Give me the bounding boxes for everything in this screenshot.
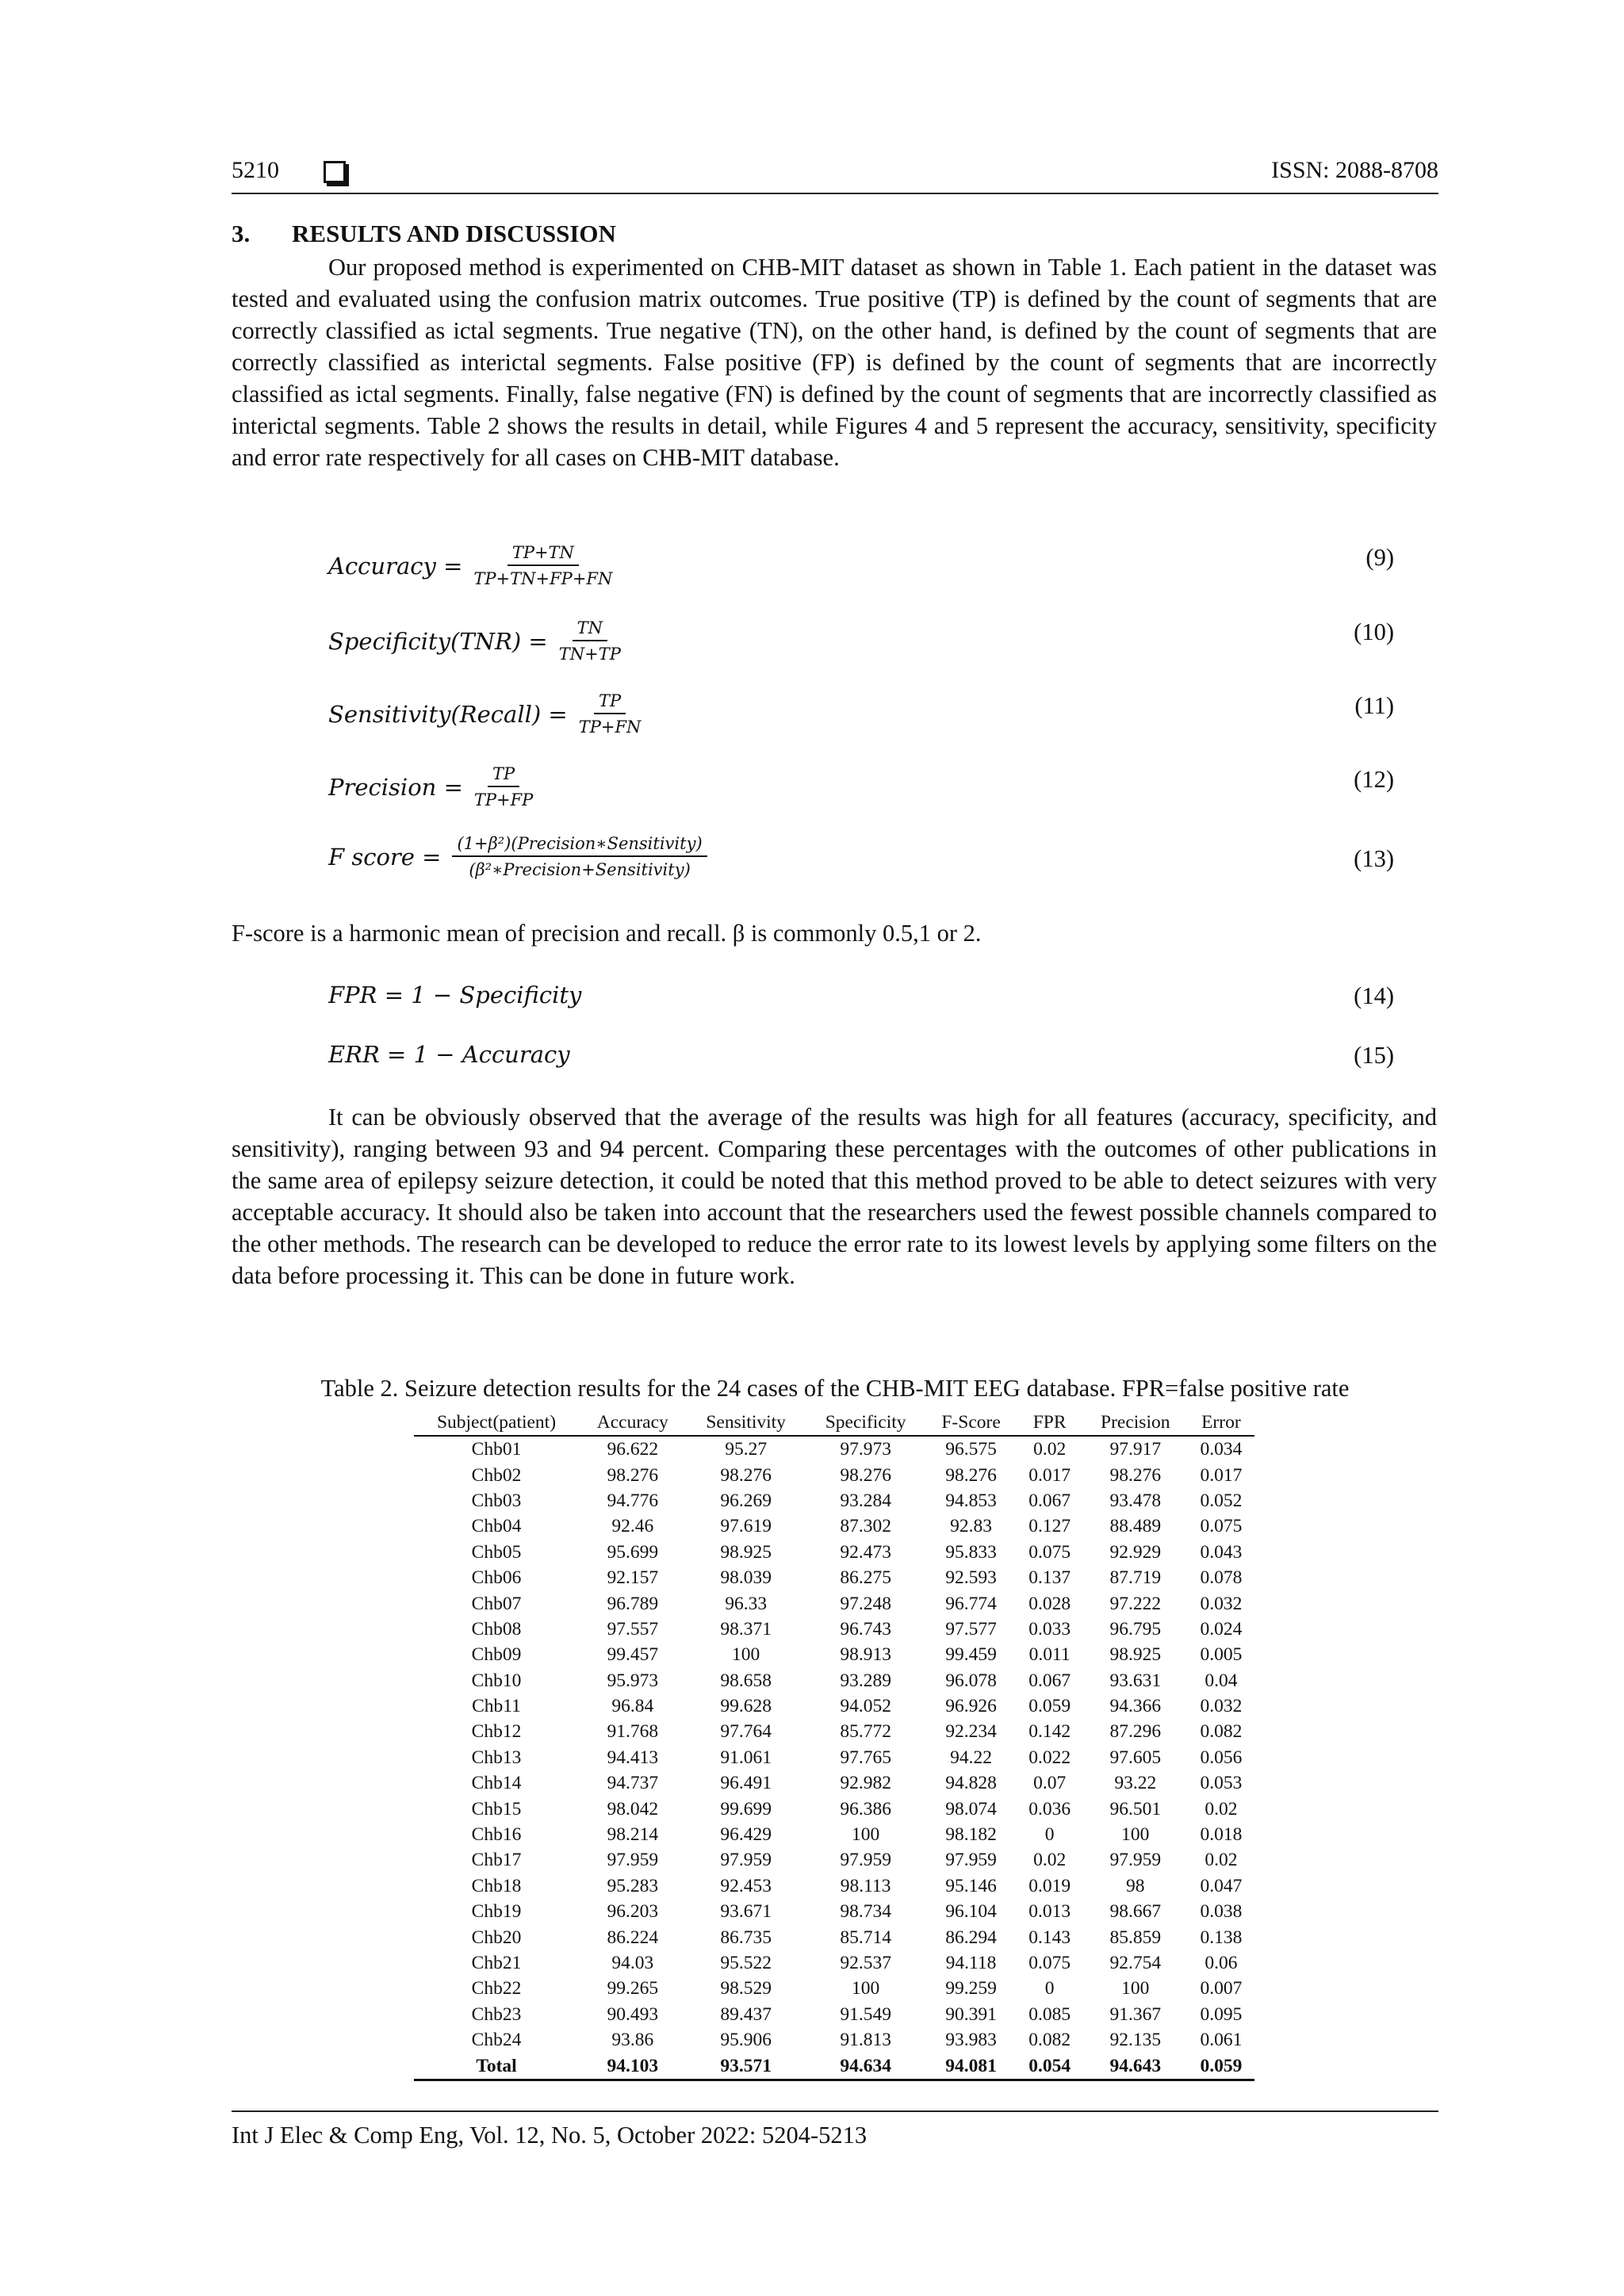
table-cell: 96.926 (945, 1696, 997, 1717)
table-cell: 92.473 (840, 1541, 891, 1563)
table-cell: Chb02 (471, 1464, 522, 1486)
table-cell: 96.795 (1109, 1618, 1162, 1640)
table-cell: 93.571 (687, 2053, 806, 2080)
table-cell: 94.413 (607, 1747, 659, 1768)
table-row (414, 1488, 1254, 1513)
table-cell: 98.214 (607, 1824, 659, 1846)
table-cell: 98.925 (720, 1541, 772, 1563)
table-total-row (414, 2053, 1254, 2080)
table-cell: 0.036 (1028, 1798, 1071, 1820)
table-cell: 0.024 (1200, 1618, 1243, 1640)
table-cell: 94.634 (806, 2053, 926, 2080)
table-cell: 96.33 (725, 1593, 768, 1614)
table-cell: Chb11 (472, 1696, 521, 1717)
table-cell: 94.03 (611, 1953, 654, 1973)
table-cell: 95.146 (945, 1875, 997, 1896)
table-cell: 0.02 (1205, 1850, 1238, 1871)
equation-number: (10) (1354, 618, 1394, 645)
table-row (414, 2002, 1254, 2027)
table-row (414, 1617, 1254, 1642)
table-cell: Total (414, 2053, 579, 2080)
equation-specificity (328, 618, 621, 664)
table-cell: 0.043 (1200, 1541, 1243, 1563)
column-header: F-Score (926, 1410, 1017, 1436)
table-cell: 0.028 (1028, 1593, 1071, 1614)
equation-lhs: Specificity(TNR) = (328, 627, 548, 655)
table-cell: 0.017 (1200, 1464, 1243, 1486)
table-cell: 0.06 (1205, 1953, 1238, 1973)
table-cell: 97.557 (607, 1618, 659, 1640)
table-cell: 96.501 (1109, 1798, 1162, 1820)
table-cell: 96.774 (945, 1593, 997, 1614)
table-cell: 97.959 (840, 1850, 891, 1871)
table-cell: 0.059 (1188, 2053, 1254, 2080)
table-cell: 0.02 (1033, 1850, 1067, 1871)
equation-lhs: Accuracy = (328, 552, 463, 580)
table-cell: 85.772 (840, 1721, 891, 1743)
table-cell: 0.067 (1028, 1490, 1071, 1511)
table-cell: Chb15 (471, 1798, 522, 1820)
table-cell: 93.671 (720, 1901, 772, 1923)
table-cell: 95.973 (607, 1670, 659, 1691)
table-cell: 0.138 (1200, 1927, 1243, 1948)
table-cell: 96.078 (945, 1670, 997, 1691)
table-cell: 92.593 (945, 1567, 997, 1589)
table-cell: 97.577 (945, 1618, 997, 1640)
table-cell: 0.078 (1200, 1567, 1243, 1589)
table-cell: 95.833 (945, 1541, 997, 1563)
table-cell: 94.118 (945, 1953, 997, 1973)
table-cell: Chb14 (471, 1773, 522, 1794)
table-row (414, 1745, 1254, 1770)
table-cell: 0.143 (1028, 1927, 1071, 1948)
table-cell: 98 (1126, 1875, 1145, 1896)
issn: ISSN: 2088-8708 (1271, 157, 1438, 183)
fscore-note: F-score is a harmonic mean of precision and recall. β is commonly 0.5,1 or 2. (232, 920, 982, 947)
footer-citation: Int J Elec & Comp Eng, Vol. 12, No. 5, October 2022: 5204-5213 (232, 2122, 868, 2149)
equation-number: (9) (1365, 544, 1394, 571)
table-cell: 97.605 (1109, 1747, 1162, 1768)
table-cell: 0.07 (1033, 1773, 1067, 1794)
numerator: TN (573, 618, 607, 641)
section-number: 3. (232, 220, 251, 247)
table-cell: 0.082 (1200, 1721, 1243, 1743)
table-cell: 98.529 (720, 1978, 772, 1999)
table-cell: 90.391 (945, 2003, 997, 2025)
table-cell: 92.157 (607, 1567, 659, 1589)
table-cell: 91.813 (840, 2030, 891, 2051)
table-row (414, 1642, 1254, 1667)
table-cell: 0.033 (1028, 1618, 1071, 1640)
table-cell: 95.522 (720, 1953, 772, 1973)
table-row (414, 2027, 1254, 2053)
table-cell: 96.84 (611, 1696, 654, 1717)
table-cell: 94.643 (1083, 2053, 1188, 2080)
table-cell: 94.052 (840, 1696, 891, 1717)
denominator: TP+FN (578, 718, 642, 737)
table-row (414, 1899, 1254, 1924)
table-cell: 0.054 (1017, 2053, 1083, 2080)
table-cell: 0.038 (1200, 1901, 1243, 1923)
numerator: TP (488, 764, 519, 787)
table-cell: 0.095 (1200, 2003, 1243, 2025)
table-cell: 92.754 (1109, 1953, 1162, 1973)
table-row (414, 1462, 1254, 1487)
table-cell: 93.983 (945, 2030, 997, 2051)
table-cell: 93.631 (1109, 1670, 1162, 1691)
table-cell: 99.459 (945, 1644, 997, 1666)
table-cell: 92.135 (1109, 2030, 1162, 2051)
table-cell: 86.294 (945, 1927, 997, 1948)
header-divider (232, 193, 1438, 194)
table-row (414, 1436, 1254, 1462)
table-cell: 98.039 (720, 1567, 772, 1589)
page-number: 5210 (232, 157, 279, 183)
table-cell: 88.489 (1109, 1516, 1162, 1537)
table-cell: Chb23 (471, 2003, 522, 2025)
table-cell: 0.032 (1200, 1696, 1243, 1717)
table-row (414, 1719, 1254, 1744)
checkbox-square-icon (324, 161, 346, 183)
equation-text: ERR = 1 − Accuracy (328, 1041, 570, 1068)
table-cell: Chb08 (471, 1618, 522, 1640)
table-cell: 0.047 (1200, 1875, 1243, 1896)
table-cell: 98.276 (1109, 1464, 1162, 1486)
table-cell: 0.056 (1200, 1747, 1243, 1768)
table-cell: 92.46 (611, 1516, 654, 1537)
table-cell: 87.302 (840, 1516, 891, 1537)
table-cell: 0.04 (1205, 1670, 1238, 1691)
table-cell: Chb01 (471, 1439, 522, 1460)
table-cell: 0.018 (1200, 1824, 1243, 1846)
table-row (414, 1873, 1254, 1899)
table-cell: 0.02 (1033, 1439, 1067, 1460)
table-cell: 96.203 (607, 1901, 659, 1923)
footer-divider (232, 2110, 1438, 2112)
table-cell: Chb18 (471, 1875, 522, 1896)
table-cell: 98.074 (945, 1798, 997, 1820)
paragraph-discussion: It can be obviously observed that the average of the results was high for all features (accuracy, specificity, and sensitivity), ranging between 93 and 94 percent. Comparing these percentages with the outcomes of other publications in the same area of epilepsy seizure detection, it could be noted that this method proved to be able to detect seizures with very acceptable accuracy. It should also be taken into account that the researchers used the fewest possible channels compared to the other methods. The research can be developed to reduce the error rate to its lowest levels by applying some filters on the data before processing it. This can be done in future work. (232, 1104, 1437, 1289)
equation-fraction (452, 834, 707, 879)
column-header: Subject(patient) (414, 1410, 579, 1436)
table-cell: 0.075 (1200, 1516, 1243, 1537)
column-header: FPR (1017, 1410, 1083, 1436)
table-cell: 0.067 (1028, 1670, 1071, 1691)
table-row (414, 1822, 1254, 1847)
denominator: TN+TP (558, 645, 621, 664)
table-cell: 0.142 (1028, 1721, 1071, 1743)
table-cell: 0.005 (1200, 1644, 1243, 1666)
table-row (414, 1565, 1254, 1590)
table-row (414, 1668, 1254, 1693)
equation-number: (12) (1354, 766, 1394, 793)
table-cell: 96.575 (945, 1439, 997, 1460)
table-row (414, 1513, 1254, 1539)
table-caption: Table 2. Seizure detection results for the 24 cases of the CHB-MIT EEG database. FPR=false positive rate (320, 1375, 1350, 1402)
table-cell: 99.457 (607, 1644, 659, 1666)
table-cell: Chb21 (471, 1953, 522, 1973)
equation-number: (11) (1354, 692, 1394, 719)
table-cell: 99.265 (607, 1978, 659, 1999)
table-cell: 95.27 (725, 1439, 768, 1460)
denominator: TP+FP (473, 790, 534, 809)
table-cell: 97.959 (1109, 1850, 1162, 1871)
table-cell: 97.619 (720, 1516, 772, 1537)
paragraph-intro: Our proposed method is experimented on CHB-MIT dataset as shown in Table 1. Each patient in the dataset was tested and evaluated using the confusion matrix outcomes. True positive (TP) is defined by the count of segments that are correctly classified as ictal segments. True negative (TN), on the other hand, is defined by the count of segments that are correctly classified as interictal segments. False positive (FP) is defined by the count of segments that are incorrectly classified as ictal segments. Finally, false negative (FN) is defined by the count of segments that are incorrectly classified as interictal segments. Table 2 shows the results in detail, while Figures 4 and 5 represent the accuracy, sensitivity, specificity and error rate respectively for all cases on CHB-MIT database. (232, 254, 1437, 471)
column-header: Sensitivity (687, 1410, 806, 1436)
table-cell: 98.042 (607, 1798, 659, 1820)
table-cell: 92.537 (840, 1953, 891, 1973)
table-cell: 97.959 (720, 1850, 772, 1871)
table-cell: 95.699 (607, 1541, 659, 1563)
table-cell: 98.276 (840, 1464, 891, 1486)
equation-fraction (559, 618, 621, 664)
table-row (414, 1847, 1254, 1873)
table-cell: 87.719 (1109, 1567, 1162, 1589)
column-header: Error (1188, 1410, 1254, 1436)
table-cell: 95.283 (607, 1875, 659, 1896)
table-cell: 100 (852, 1978, 880, 1999)
table-row (414, 1924, 1254, 1950)
table-cell: 99.259 (945, 1978, 997, 1999)
table-cell: 91.549 (840, 2003, 891, 2025)
table-cell: 97.248 (840, 1593, 891, 1614)
table-cell: 100 (732, 1644, 760, 1666)
table-cell: 98.182 (945, 1824, 997, 1846)
table-cell: 94.366 (1109, 1696, 1162, 1717)
equation-fraction (579, 691, 642, 737)
table-cell: 93.22 (1114, 1773, 1157, 1794)
table-row (414, 1693, 1254, 1719)
table-cell: 97.959 (945, 1850, 997, 1871)
table-cell: Chb10 (471, 1670, 522, 1691)
table-cell: 91.061 (720, 1747, 772, 1768)
table-cell: 0 (1044, 1824, 1055, 1846)
table-cell: 0.082 (1028, 2030, 1071, 2051)
table-cell: 96.429 (720, 1824, 772, 1846)
table-cell: 0.007 (1200, 1978, 1243, 1999)
equation-precision (328, 764, 533, 809)
table-cell: 98.913 (840, 1644, 891, 1666)
equation-number: (14) (1354, 982, 1394, 1009)
table-cell: 0.085 (1028, 2003, 1071, 2025)
table-cell: 94.828 (945, 1773, 997, 1794)
table-cell: 91.367 (1109, 2003, 1162, 2025)
table-row (414, 1590, 1254, 1616)
denominator: (β²∗Precision+Sensitivity) (469, 860, 691, 879)
equation-text: FPR = 1 − Specificity (328, 982, 582, 1008)
table-row (414, 1976, 1254, 2001)
equation-fpr (328, 982, 581, 1008)
table-cell: 96.743 (840, 1618, 891, 1640)
equation-fraction (473, 543, 612, 588)
equation-accuracy (328, 543, 612, 588)
table-cell: 96.622 (607, 1439, 659, 1460)
table-cell: 96.386 (840, 1798, 891, 1820)
table-cell: 96.269 (720, 1490, 772, 1511)
table-row (414, 1950, 1254, 1976)
table-body (414, 1436, 1254, 2080)
table-cell: 98.276 (720, 1464, 772, 1486)
table-cell: 92.234 (945, 1721, 997, 1743)
equation-number: (13) (1354, 845, 1394, 872)
table-row (414, 1770, 1254, 1796)
numerator: (1+β²)(Precision∗Sensitivity) (452, 834, 707, 857)
column-header: Precision (1083, 1410, 1188, 1436)
table-cell: Chb22 (471, 1978, 522, 1999)
table-cell: 96.104 (945, 1901, 997, 1923)
table-cell: 92.982 (840, 1773, 891, 1794)
table-cell: 0.022 (1028, 1747, 1071, 1768)
table-cell: 0.075 (1028, 1953, 1071, 1973)
table-cell: 96.789 (607, 1593, 659, 1614)
table-cell: 94.103 (579, 2053, 687, 2080)
table-cell: 89.437 (720, 2003, 772, 2025)
table-cell: 93.86 (611, 2030, 654, 2051)
table-cell: 93.289 (840, 1670, 891, 1691)
table-cell: 99.699 (720, 1798, 772, 1820)
table-cell: 93.284 (840, 1490, 891, 1511)
table-cell: 0.017 (1028, 1464, 1071, 1486)
table-cell: Chb07 (471, 1593, 522, 1614)
table-cell: 100 (852, 1824, 880, 1846)
table-cell: 92.453 (720, 1875, 772, 1896)
table-cell: Chb16 (471, 1824, 522, 1846)
table-cell: 92.929 (1109, 1541, 1162, 1563)
table-cell: Chb17 (471, 1850, 522, 1871)
table-cell: 0.053 (1200, 1773, 1243, 1794)
results-table (414, 1410, 1254, 2081)
table-cell: 0.011 (1028, 1644, 1071, 1666)
equation-err (328, 1041, 570, 1068)
table-cell: 96.491 (720, 1773, 772, 1794)
table-cell: 100 (1121, 1824, 1150, 1846)
table-cell: 98.113 (840, 1875, 891, 1896)
table-cell: 0.075 (1028, 1541, 1071, 1563)
table-cell: Chb13 (471, 1747, 522, 1768)
column-header: Accuracy (579, 1410, 687, 1436)
table-cell: 98.371 (720, 1618, 772, 1640)
table-cell: Chb05 (471, 1541, 522, 1563)
table-cell: 0.052 (1200, 1490, 1243, 1511)
equation-lhs: F score = (328, 843, 442, 871)
table-cell: 99.628 (720, 1696, 772, 1717)
table-cell: 93.478 (1109, 1490, 1162, 1511)
table-cell: Chb19 (471, 1901, 522, 1923)
table-cell: 94.853 (945, 1490, 997, 1511)
table-cell: 85.714 (840, 1927, 891, 1948)
table-cell: Chb20 (471, 1927, 522, 1948)
table-cell: 98.925 (1109, 1644, 1162, 1666)
section-title: RESULTS AND DISCUSSION (292, 220, 616, 247)
table-row (414, 1796, 1254, 1821)
equation-fscore (328, 834, 707, 879)
table-cell: 97.764 (720, 1721, 772, 1743)
table-cell: 0.061 (1200, 2030, 1243, 2051)
table-cell: 0.02 (1205, 1798, 1238, 1820)
equation-sensitivity (328, 691, 641, 737)
table-cell: Chb24 (471, 2030, 522, 2051)
denominator: TP+TN+FP+FN (473, 569, 613, 588)
table-cell: 86.735 (720, 1927, 772, 1948)
equation-lhs: Sensitivity(Recall) = (328, 700, 568, 728)
table-cell: 97.222 (1109, 1593, 1162, 1614)
equation-number: (15) (1354, 1042, 1394, 1069)
table-cell: 91.768 (607, 1721, 659, 1743)
table-cell: 0.059 (1028, 1696, 1071, 1717)
table-cell: 100 (1121, 1978, 1150, 1999)
numerator: TP+TN (508, 543, 579, 566)
table-cell: 95.906 (720, 2030, 772, 2051)
table-cell: 87.296 (1109, 1721, 1162, 1743)
table-cell: 98.734 (840, 1901, 891, 1923)
table-cell: Chb04 (471, 1516, 522, 1537)
table-cell: 94.776 (607, 1490, 659, 1511)
table-cell: 94.22 (950, 1747, 992, 1768)
table-cell: Chb03 (471, 1490, 522, 1511)
table-cell: 0.013 (1028, 1901, 1071, 1923)
table-cell: 86.275 (840, 1567, 891, 1589)
table-cell: 98.667 (1109, 1901, 1162, 1923)
table-cell: 0.034 (1200, 1439, 1243, 1460)
table-cell: 0 (1044, 1978, 1055, 1999)
table-cell: 86.224 (607, 1927, 659, 1948)
table-cell: 90.493 (607, 2003, 659, 2025)
table-cell: 0.137 (1028, 1567, 1071, 1589)
table-cell: 98.658 (720, 1670, 772, 1691)
table-cell: 85.859 (1109, 1927, 1162, 1948)
table-row (414, 1540, 1254, 1565)
table-cell: 97.765 (840, 1747, 891, 1768)
table-cell: 94.081 (926, 2053, 1017, 2080)
table-cell: Chb09 (471, 1644, 522, 1666)
table-cell: 92.83 (950, 1516, 992, 1537)
table-header-row (414, 1410, 1254, 1436)
table-cell: Chb12 (471, 1721, 522, 1743)
table-cell: 0.019 (1028, 1875, 1071, 1896)
table-cell: 0.032 (1200, 1593, 1243, 1614)
table-cell: 97.973 (840, 1439, 891, 1460)
section-heading (232, 220, 616, 248)
table-cell: 98.276 (945, 1464, 997, 1486)
numerator: TP (594, 691, 626, 714)
table-cell: 97.959 (607, 1850, 659, 1871)
table-cell: 0.127 (1028, 1516, 1071, 1537)
equation-lhs: Precision = (328, 773, 463, 801)
table-cell: Chb06 (471, 1567, 522, 1589)
table-cell: 97.917 (1109, 1439, 1162, 1460)
table-cell: 98.276 (607, 1464, 659, 1486)
table-cell: 94.737 (607, 1773, 659, 1794)
equation-fraction (474, 764, 533, 809)
column-header: Specificity (806, 1410, 926, 1436)
